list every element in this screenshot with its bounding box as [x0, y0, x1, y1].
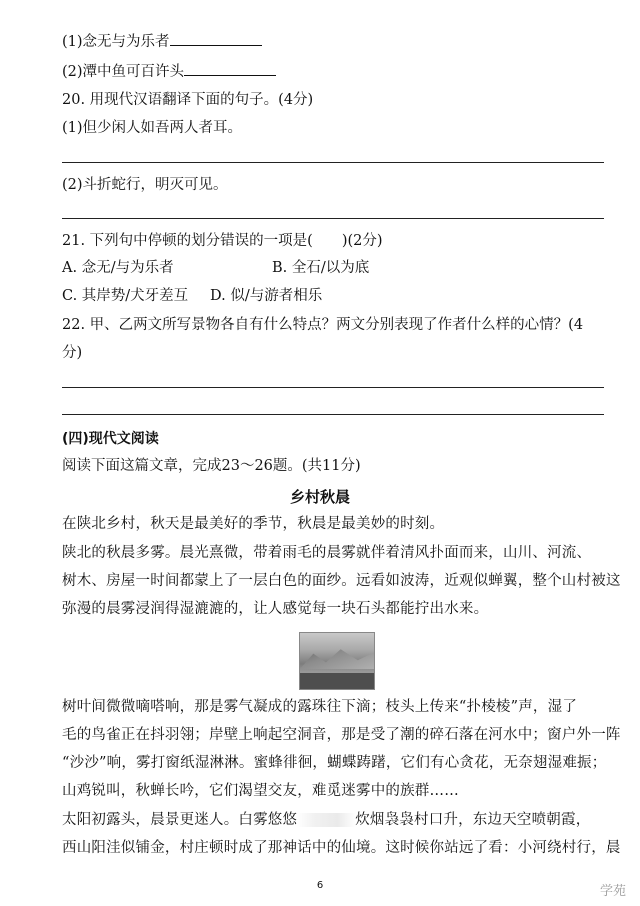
q19-item-1-text: (1)念无与为乐者	[62, 34, 170, 50]
watermark: 学苑	[599, 884, 626, 899]
landscape-photo-icon	[299, 632, 375, 690]
photo-water-shape	[300, 673, 374, 689]
answer-blank-q19-2[interactable]	[184, 61, 276, 76]
passage-title: 乡村秋晨	[289, 488, 350, 506]
passage-paragraph-2-line-1: 陕北的秋晨多雾。晨光熹微，带着雨毛的晨雾就伴着清风扑面而来，山川、河流、	[62, 545, 592, 561]
answer-line-q20-2[interactable]	[62, 218, 604, 219]
q20-title: 20. 用现代汉语翻译下面的句子。(4分)	[62, 92, 314, 108]
passage-paragraph-2-line-2: 树木、房屋一时间都蒙上了一层白色的面纱。远看如波涛，近观似蝉翼，整个山村被这	[62, 573, 621, 589]
passage-paragraph-3-line-4: 山鸡锐叫，秋蝉长吟，它们渴望交友，难觅迷雾中的族群……	[62, 783, 459, 799]
q22-title-line1: 22. 甲、乙两文所写景物各自有什么特点？两文分别表现了作者什么样的心情？(4	[62, 317, 584, 333]
q21-option-d: D. 似/与游者相乐	[210, 288, 323, 304]
answer-blank-q19-1[interactable]	[170, 31, 262, 46]
passage-paragraph-4-line-2: 西山阳洼似铺金，村庄顿时成了那神话中的仙境。这时候你站远了看：小河绕村行，晨	[62, 840, 621, 856]
q20-item-1: (1)但少闲人如吾两人者耳。	[62, 120, 243, 136]
q21-option-b: B. 全石/以为底	[272, 260, 370, 276]
q21-option-a: A. 念无/与为乐者	[62, 260, 174, 276]
q21-option-c: C. 其岸势/犬牙差互	[62, 288, 189, 304]
q21-title: 21. 下列句中停顿的划分错误的一项是( )(2分)	[62, 233, 383, 249]
q20-item-2: (2)斗折蛇行，明灭可见。	[62, 177, 228, 193]
q19-item-2	[62, 61, 276, 82]
q22-title-line2: 分)	[62, 345, 83, 361]
passage-paragraph-3-line-2: 毛的鸟雀正在抖羽翎；岸壁上响起空洞音，那是受了潮的碎石落在河水中；窗户外一阵	[62, 727, 621, 743]
passage-paragraph-4-line-1	[62, 810, 590, 830]
paragraph-4-start: 太阳初露头，晨景更迷人。白雾悠悠	[62, 812, 298, 828]
passage-paragraph-3-line-3: “沙沙”响，雾打窗纸湿淋淋。蜜蜂徘徊，蝴蝶踌躇，它们有心贪花，无奈翅湿难振；	[62, 755, 607, 771]
paragraph-4-continue: 炊烟袅袅村口升，东边天空喷朝霞，	[355, 812, 591, 828]
section-heading: (四)现代文阅读	[62, 431, 159, 447]
answer-line-q22-2[interactable]	[62, 414, 604, 415]
answer-line-q22-1[interactable]	[62, 387, 604, 388]
q19-item-1	[62, 31, 262, 52]
photo-mountain-shape	[300, 647, 374, 669]
q19-item-2-text: (2)潭中鱼可百许头	[62, 64, 185, 80]
passage-paragraph-2-line-3: 弥漫的晨雾浸润得湿漉漉的，让人感觉每一块石头都能拧出水来。	[62, 601, 489, 617]
page-number: 6	[316, 880, 324, 891]
passage-paragraph-3-line-1: 树叶间微微嘀嗒响，那是雾气凝成的露珠往下滴；枝头上传来“扑棱棱”声，湿了	[62, 699, 578, 715]
section-instruction: 阅读下面这篇文章，完成23～26题。(共11分)	[62, 458, 361, 474]
smudge-mark	[297, 813, 355, 827]
answer-line-q20-1[interactable]	[62, 162, 604, 163]
passage-paragraph-1: 在陕北乡村，秋天是最美好的季节，秋晨是最美妙的时刻。	[62, 516, 445, 532]
